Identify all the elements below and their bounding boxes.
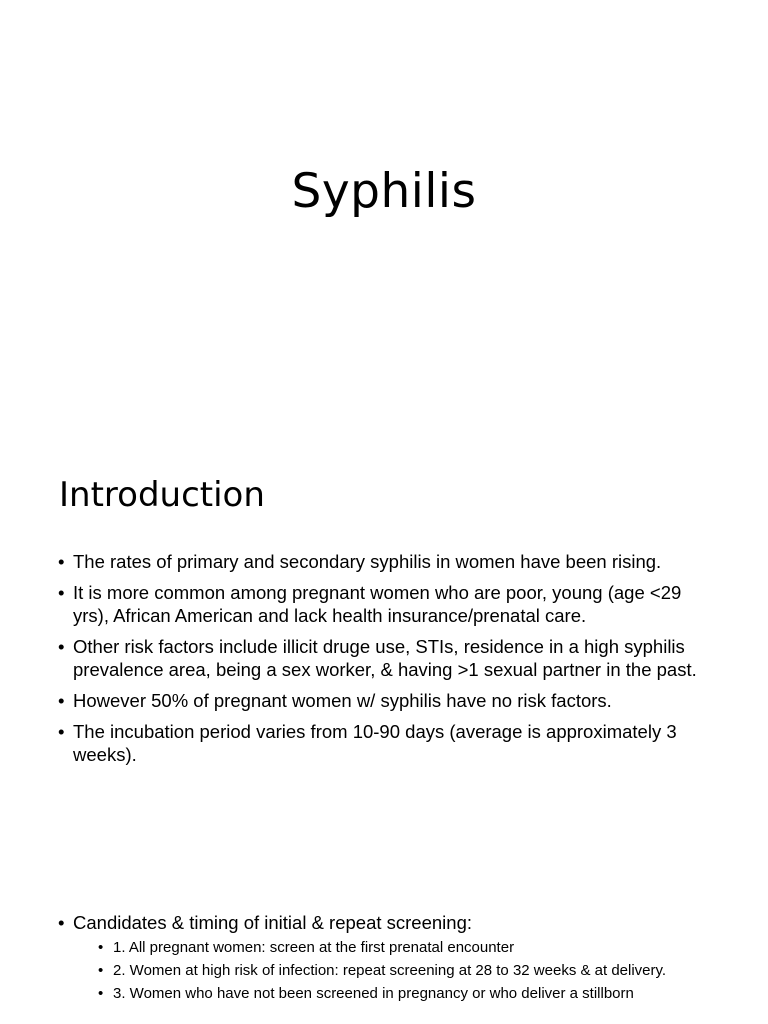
slide-heading: Introduction bbox=[59, 475, 265, 515]
bullet-item: • The rates of primary and secondary syphilis in women have been rising. bbox=[58, 550, 718, 573]
bullet-text: Candidates & timing of initial & repeat screening: bbox=[73, 912, 472, 933]
title-slide bbox=[0, 0, 768, 432]
bullet-item: • However 50% of pregnant women w/ syphilis have no risk factors. bbox=[58, 689, 718, 712]
introduction-slide bbox=[0, 432, 768, 864]
bullet-item: • Other risk factors include illicit druge use, STIs, residence in a high syphilis prevalence area, being a sex worker, & having >1 sexual partner in the past. bbox=[58, 635, 718, 681]
slide-title: Syphilis bbox=[291, 164, 477, 219]
bullet-list bbox=[58, 550, 718, 774]
sub-bullet-item: • 3. Women who have not been screened in pregnancy or who deliver a stillborn bbox=[98, 984, 718, 1003]
sub-bullet-list bbox=[73, 938, 718, 1003]
bullet-item: • The incubation period varies from 10-90 days (average is approximately 3 weeks). bbox=[58, 720, 718, 766]
screening-slide bbox=[0, 864, 768, 1024]
bullet-item bbox=[58, 911, 718, 1003]
bullet-item: • It is more common among pregnant women who are poor, young (age <29 yrs), African American and lack health insurance/prenatal care. bbox=[58, 581, 718, 627]
sub-bullet-item: • 2. Women at high risk of infection: repeat screening at 28 to 32 weeks & at delivery. bbox=[98, 961, 718, 980]
bullet-list bbox=[58, 911, 718, 1011]
sub-bullet-item: • 1. All pregnant women: screen at the first prenatal encounter bbox=[98, 938, 718, 957]
